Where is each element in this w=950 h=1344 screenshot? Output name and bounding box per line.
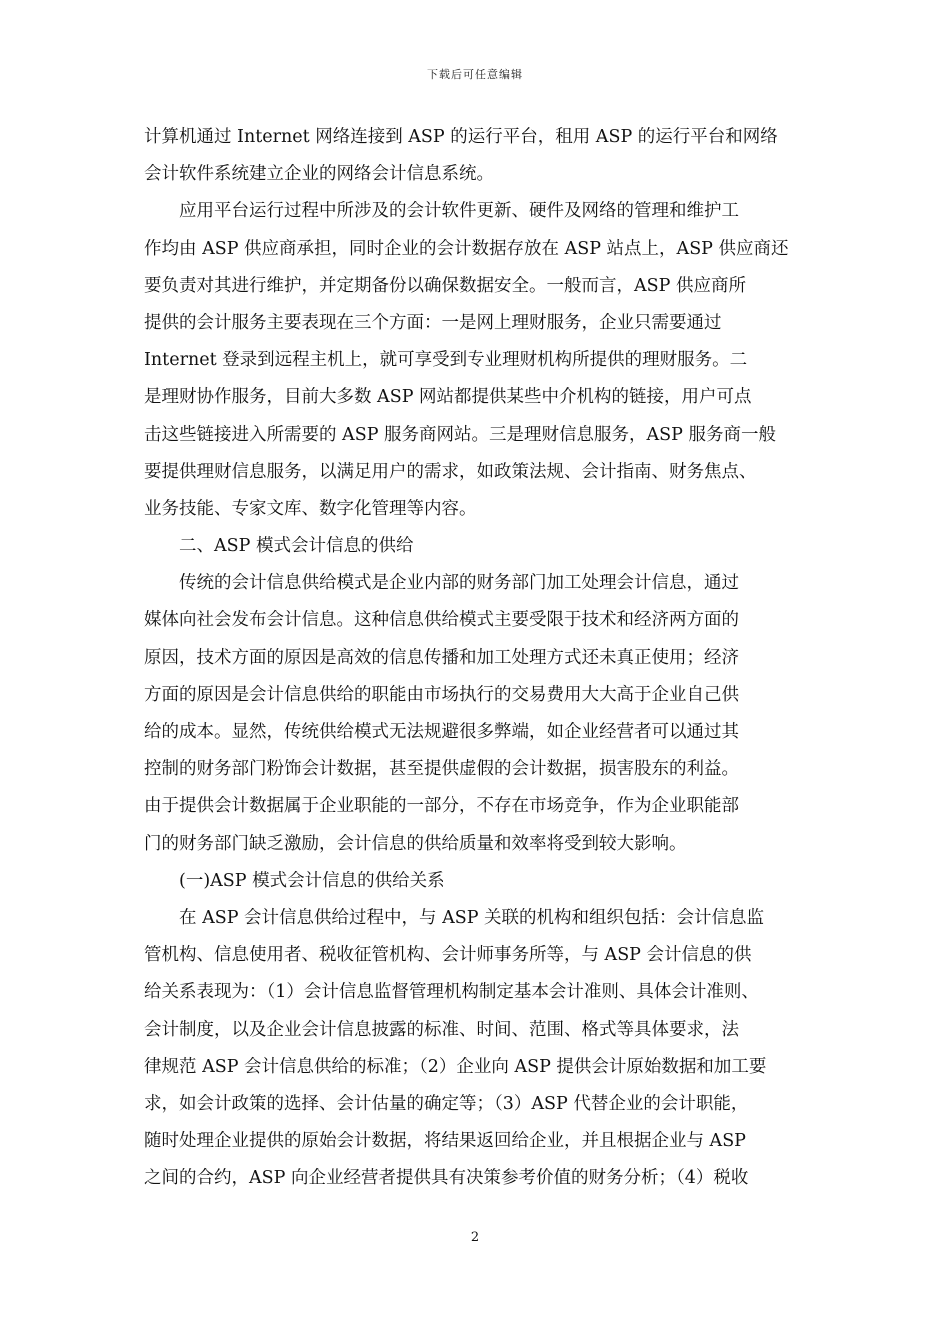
- text-line: 提供的会计服务主要表现在三个方面：一是网上理财服务，企业只需要通过: [144, 312, 722, 333]
- text-line: 随时处理企业提供的原始会计数据，将结果返回给企业，并且根据企业与 ASP: [144, 1131, 746, 1152]
- text-line: 在 ASP 会计信息供给过程中，与 ASP 关联的机构和组织包括：会计信息监: [144, 907, 765, 928]
- text-line: 方面的原因是会计信息供给的职能由市场执行的交易费用大大高于企业自己供: [144, 684, 739, 705]
- text-line: 计算机通过 Internet 网络连接到 ASP 的运行平台，租用 ASP 的运行平台和网络: [144, 127, 778, 147]
- text-line: 媒体向社会发布会计信息。这种信息供给模式主要受限于技术和经济两方面的: [144, 610, 739, 631]
- text-line: 会计制度，以及企业会计信息披露的标准、时间、范围、格式等具体要求，法: [144, 1019, 739, 1040]
- text-line: 律规范 ASP 会计信息供给的标准；（2）企业向 ASP 提供会计原始数据和加工要: [144, 1056, 767, 1077]
- header-divider: [144, 88, 806, 89]
- text-line: 给的成本。显然，传统供给模式无法规避很多弊端，如企业经营者可以通过其: [144, 722, 739, 742]
- text-line: 门的财务部门缺乏激励，会计信息的供给质量和效率将受到较大影响。: [144, 833, 687, 854]
- section-heading: 二、ASP 模式会计信息的供给: [144, 536, 414, 557]
- text-line: 会计软件系统建立企业的网络会计信息系统。: [144, 164, 494, 185]
- text-line: 击这些链接进入所需要的 ASP 服务商网站。三是理财信息服务，ASP 服务商一般: [144, 424, 776, 445]
- text-line: 求，如会计政策的选择、会计估量的确定等；（3）ASP 代替企业的会计职能，: [144, 1093, 749, 1114]
- subsection-heading: (一)ASP 模式会计信息的供给关系: [144, 870, 445, 891]
- page-number: 2: [470, 1230, 480, 1245]
- text-line: 作均由 ASP 供应商承担，同时企业的会计数据存放在 ASP 站点上，ASP 供应商还: [144, 238, 789, 259]
- page-header: 下载后可任意编辑: [427, 68, 523, 81]
- text-line: 原因，技术方面的原因是高效的信息传播和加工处理方式还未真正使用；经济: [144, 647, 739, 668]
- text-line: 之间的合约，ASP 向企业经营者提供具有决策参考价值的财务分析；（4）税收: [144, 1168, 749, 1189]
- text-line: 控制的财务部门粉饰会计数据，甚至提供虚假的会计数据，损害股东的利益。: [144, 759, 739, 780]
- text-line: 要提供理财信息服务，以满足用户的需求，如政策法规、会计指南、财务焦点、: [144, 461, 757, 482]
- body-text: [144, 119, 814, 1197]
- text-line: 传统的会计信息供给模式是企业内部的财务部门加工处理会计信息，通过: [144, 573, 739, 594]
- text-line: 给关系表现为：（1）会计信息监督管理机构制定基本会计准则、具体会计准则、: [144, 982, 759, 1003]
- text-line: 由于提供会计数据属于企业职能的一部分，不存在市场竞争，作为企业职能部: [144, 796, 739, 817]
- text-line: 要负责对其进行维护，并定期备份以确保数据安全。一般而言，ASP 供应商所: [144, 275, 746, 296]
- text-line: Internet 登录到远程主机上，就可享受到专业理财机构所提供的理财服务。二: [144, 350, 748, 371]
- text-line: 应用平台运行过程中所涉及的会计软件更新、硬件及网络的管理和维护工: [144, 201, 739, 222]
- text-line: 管机构、信息使用者、税收征管机构、会计师事务所等，与 ASP 会计信息的供: [144, 945, 752, 966]
- text-line: 业务技能、专家文库、数字化管理等内容。: [144, 498, 477, 519]
- text-line: 是理财协作服务，目前大多数 ASP 网站都提供某些中介机构的链接，用户可点: [144, 387, 752, 408]
